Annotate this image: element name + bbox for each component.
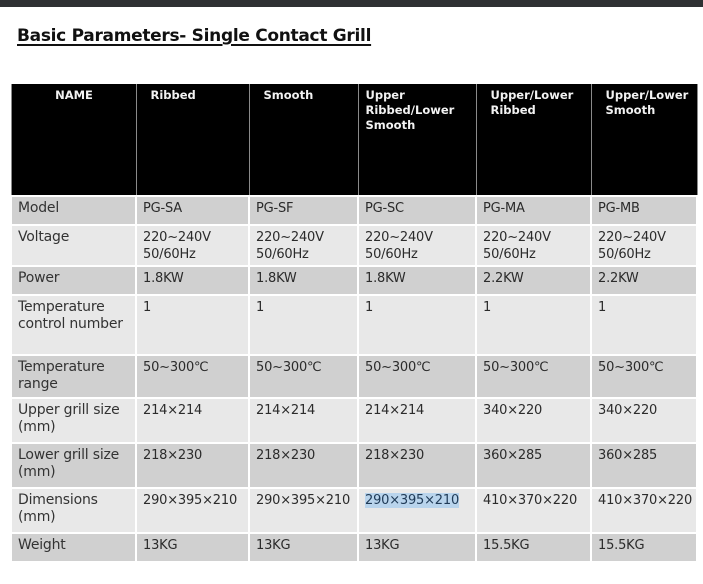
table-cell: 220~240V 50/60Hz: [358, 225, 476, 266]
table-cell: 1.8KW: [358, 266, 476, 295]
row-label: Voltage: [11, 225, 136, 266]
table-cell: PG-SA: [136, 196, 249, 225]
selected-text[interactable]: 290×395×210: [365, 493, 460, 508]
table-cell-selected[interactable]: [358, 488, 476, 533]
table-cell: 15.5KG: [591, 533, 697, 562]
table-cell: 50~300℃: [358, 355, 476, 398]
table-cell: 2.2KW: [476, 266, 591, 295]
table-cell: 1: [249, 295, 358, 355]
row-label: Dimensions (mm): [11, 488, 136, 533]
table-cell: 50~300℃: [591, 355, 697, 398]
table-cell: 50~300℃: [249, 355, 358, 398]
column-header-upper-ribbed-lower-smooth: Upper Ribbed/Lower Smooth: [358, 84, 476, 196]
row-label: Power: [11, 266, 136, 295]
row-label: Temperature range: [11, 355, 136, 398]
table-cell: 410×370×220: [476, 488, 591, 533]
row-label: Temperature control number: [11, 295, 136, 355]
table-cell: 290×395×210: [136, 488, 249, 533]
row-label: Model: [11, 196, 136, 225]
table-cell: PG-SC: [358, 196, 476, 225]
viewer-top-bar: [0, 0, 703, 7]
table-cell: 1: [476, 295, 591, 355]
table-cell: 218×230: [249, 443, 358, 488]
table-cell: 220~240V 50/60Hz: [591, 225, 697, 266]
table-cell: 340×220: [476, 398, 591, 443]
table-cell: 50~300℃: [136, 355, 249, 398]
table-cell: 1: [358, 295, 476, 355]
table-cell: 220~240V 50/60Hz: [249, 225, 358, 266]
table-cell: 220~240V 50/60Hz: [476, 225, 591, 266]
table-cell: 218×230: [358, 443, 476, 488]
table-cell: PG-MA: [476, 196, 591, 225]
column-header-ribbed: Ribbed: [136, 84, 249, 196]
parameters-table: [10, 84, 698, 563]
table-row-power: [11, 266, 697, 295]
table-cell: 13KG: [249, 533, 358, 562]
table-cell: 340×220: [591, 398, 697, 443]
table-cell: 360×285: [591, 443, 697, 488]
table-cell: 1.8KW: [249, 266, 358, 295]
table-cell: 2.2KW: [591, 266, 697, 295]
table-row-temperature-control-number: [11, 295, 697, 355]
table-cell: 13KG: [136, 533, 249, 562]
table-cell: 50~300℃: [476, 355, 591, 398]
table-cell: 214×214: [249, 398, 358, 443]
column-header-name: NAME: [11, 84, 136, 196]
table-row-lower-grill-size: [11, 443, 697, 488]
table-cell: PG-MB: [591, 196, 697, 225]
table-cell: 214×214: [358, 398, 476, 443]
column-header-upper-lower-smooth: Upper/Lower Smooth: [591, 84, 697, 196]
table-cell: 15.5KG: [476, 533, 591, 562]
table-cell: 214×214: [136, 398, 249, 443]
table-cell: 13KG: [358, 533, 476, 562]
row-label: Lower grill size (mm): [11, 443, 136, 488]
table-row-upper-grill-size: [11, 398, 697, 443]
table-cell: 218×230: [136, 443, 249, 488]
table-cell: 1: [136, 295, 249, 355]
table-row-model: [11, 196, 697, 225]
table-cell: 220~240V 50/60Hz: [136, 225, 249, 266]
table-row-voltage: [11, 225, 697, 266]
row-label: Weight: [11, 533, 136, 562]
column-header-upper-lower-ribbed: Upper/Lower Ribbed: [476, 84, 591, 196]
table-row-dimensions: [11, 488, 697, 533]
table-cell: 1: [591, 295, 697, 355]
table-header-row: [11, 84, 697, 196]
table-row-weight: [11, 533, 697, 562]
table-cell: 290×395×210: [249, 488, 358, 533]
table-cell: 360×285: [476, 443, 591, 488]
document-title: Basic Parameters- Single Contact Grill: [17, 26, 372, 46]
table-cell: 410×370×220: [591, 488, 697, 533]
row-label: Upper grill size (mm): [11, 398, 136, 443]
table-cell: 1.8KW: [136, 266, 249, 295]
table-row-temperature-range: [11, 355, 697, 398]
table-cell: PG-SF: [249, 196, 358, 225]
column-header-smooth: Smooth: [249, 84, 358, 196]
